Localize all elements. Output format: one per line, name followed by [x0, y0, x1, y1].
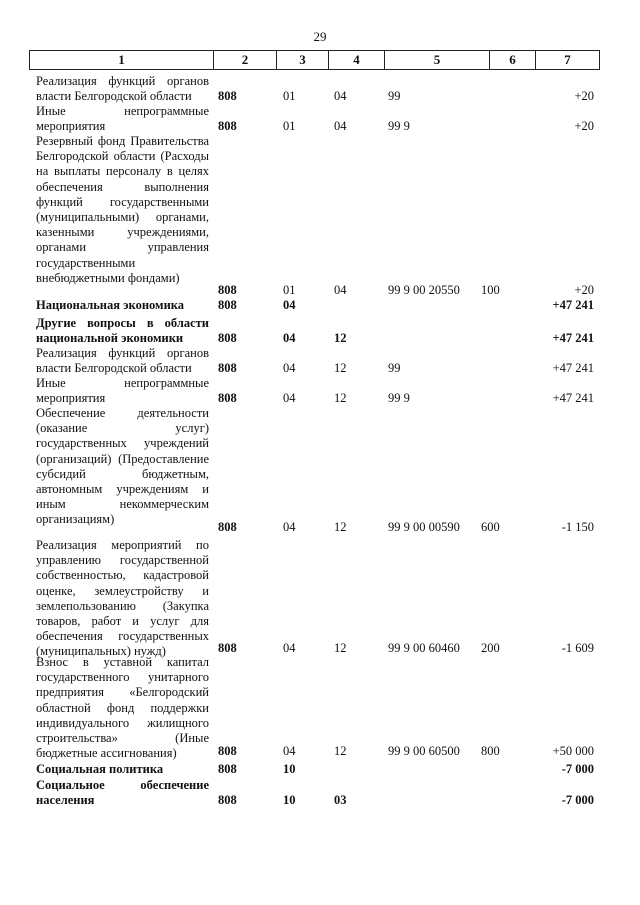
row-section-code: 01 — [283, 283, 296, 297]
row-description: Другие вопросы в области национальной экономики — [36, 316, 209, 346]
header-col-4: 4 — [329, 51, 385, 69]
row-amount: -1 609 — [561, 641, 594, 655]
row-section-code: 01 — [283, 89, 296, 103]
row-subsection-code: 12 — [334, 361, 347, 375]
row-section-code: 01 — [283, 119, 296, 133]
row-section-code: 04 — [283, 744, 296, 758]
row-subsection-code: 12 — [334, 391, 347, 405]
row-admin-code: 808 — [218, 361, 237, 375]
row-amount: +20 — [574, 89, 594, 103]
row-subsection-code: 03 — [334, 793, 347, 807]
row-amount: +47 241 — [552, 391, 594, 405]
header-col-3: 3 — [277, 51, 329, 69]
row-target-code: 99 — [388, 361, 401, 375]
row-admin-code: 808 — [218, 793, 237, 807]
row-target-code: 99 9 00 60460 — [388, 641, 460, 655]
header-col-5: 5 — [385, 51, 490, 69]
row-amount: +47 241 — [552, 331, 594, 345]
row-admin-code: 808 — [218, 119, 237, 133]
row-admin-code: 808 — [218, 520, 237, 534]
row-target-code: 99 9 00 60500 — [388, 744, 460, 758]
row-section-code: 04 — [283, 641, 296, 655]
header-col-1: 1 — [30, 51, 214, 69]
row-subsection-code: 04 — [334, 283, 347, 297]
row-section-code: 10 — [283, 793, 296, 807]
row-description: Социальная политика — [36, 762, 164, 776]
row-subsection-code: 12 — [334, 744, 347, 758]
header-col-2: 2 — [214, 51, 277, 69]
table-header — [29, 50, 600, 70]
row-description: Реализация мероприятий по управлению государственной собственностью, кадастровой оценке, землеустройству и землепользованию (Закупка товаров, работ и услуг для обеспечения государственных (муниципальных) нужд) — [36, 538, 209, 659]
row-target-code: 99 9 00 00590 — [388, 520, 460, 534]
row-amount: +47 241 — [552, 361, 594, 375]
row-section-code: 10 — [283, 762, 296, 776]
row-section-code: 04 — [283, 520, 296, 534]
row-description: Взнос в уставной капитал государственного унитарного предприятия «Белгородский областной фонд поддержки индивидуального жилищного строительства» (Иные бюджетные ассигнования) — [36, 655, 209, 761]
row-admin-code: 808 — [218, 641, 237, 655]
row-description: Национальная экономика — [36, 298, 185, 312]
row-target-code: 99 — [388, 89, 401, 103]
row-amount: -7 000 — [561, 762, 594, 776]
row-amount: -7 000 — [561, 793, 594, 807]
row-description: Реализация функций органов власти Белгородской области — [36, 74, 209, 104]
row-target-code: 99 9 — [388, 119, 410, 133]
row-target-code: 99 9 — [388, 391, 410, 405]
row-subsection-code: 12 — [334, 641, 347, 655]
row-section-code: 04 — [283, 391, 296, 405]
row-subsection-code: 12 — [334, 520, 347, 534]
row-description: Резервный фонд Правительства Белгородской области (Расходы на выплаты персоналу в целях обеспечения выполнения функций государственными (муниципальными) органами, казенными учреждениями, органами управления государственными внебюджетными фондами) — [36, 134, 209, 285]
row-admin-code: 808 — [218, 298, 237, 312]
row-subsection-code: 12 — [334, 331, 347, 345]
row-description: Иные непрограммные мероприятия — [36, 104, 209, 134]
row-admin-code: 808 — [218, 331, 237, 345]
row-description: Обеспечение деятельности (оказание услуг) государственных учреждений (организаций) (Предоставление субсидий бюджетным, автономным учреждениям и иным некоммерческим организациям) — [36, 406, 209, 527]
row-amount: +47 241 — [552, 298, 594, 312]
row-target-code: 99 9 00 20550 — [388, 283, 460, 297]
row-description: Иные непрограммные мероприятия — [36, 376, 209, 406]
row-admin-code: 808 — [218, 283, 237, 297]
row-subsection-code: 04 — [334, 119, 347, 133]
row-admin-code: 808 — [218, 89, 237, 103]
row-expense-type: 200 — [481, 641, 500, 655]
row-subsection-code: 04 — [334, 89, 347, 103]
row-expense-type: 800 — [481, 744, 500, 758]
row-section-code: 04 — [283, 331, 296, 345]
row-admin-code: 808 — [218, 762, 237, 776]
header-col-7: 7 — [564, 52, 571, 67]
row-admin-code: 808 — [218, 744, 237, 758]
row-description: Реализация функций органов власти Белгородской области — [36, 346, 209, 376]
page-number: 29 — [313, 29, 327, 44]
row-expense-type: 100 — [481, 283, 500, 297]
row-amount: +20 — [574, 283, 594, 297]
row-amount: +20 — [574, 119, 594, 133]
row-description: Социальное обеспечение населения — [36, 778, 209, 808]
row-amount: -1 150 — [561, 520, 594, 534]
row-admin-code: 808 — [218, 391, 237, 405]
row-section-code: 04 — [283, 298, 296, 312]
header-col-6: 6 — [490, 51, 536, 69]
row-amount: +50 000 — [552, 744, 594, 758]
row-expense-type: 600 — [481, 520, 500, 534]
row-section-code: 04 — [283, 361, 296, 375]
